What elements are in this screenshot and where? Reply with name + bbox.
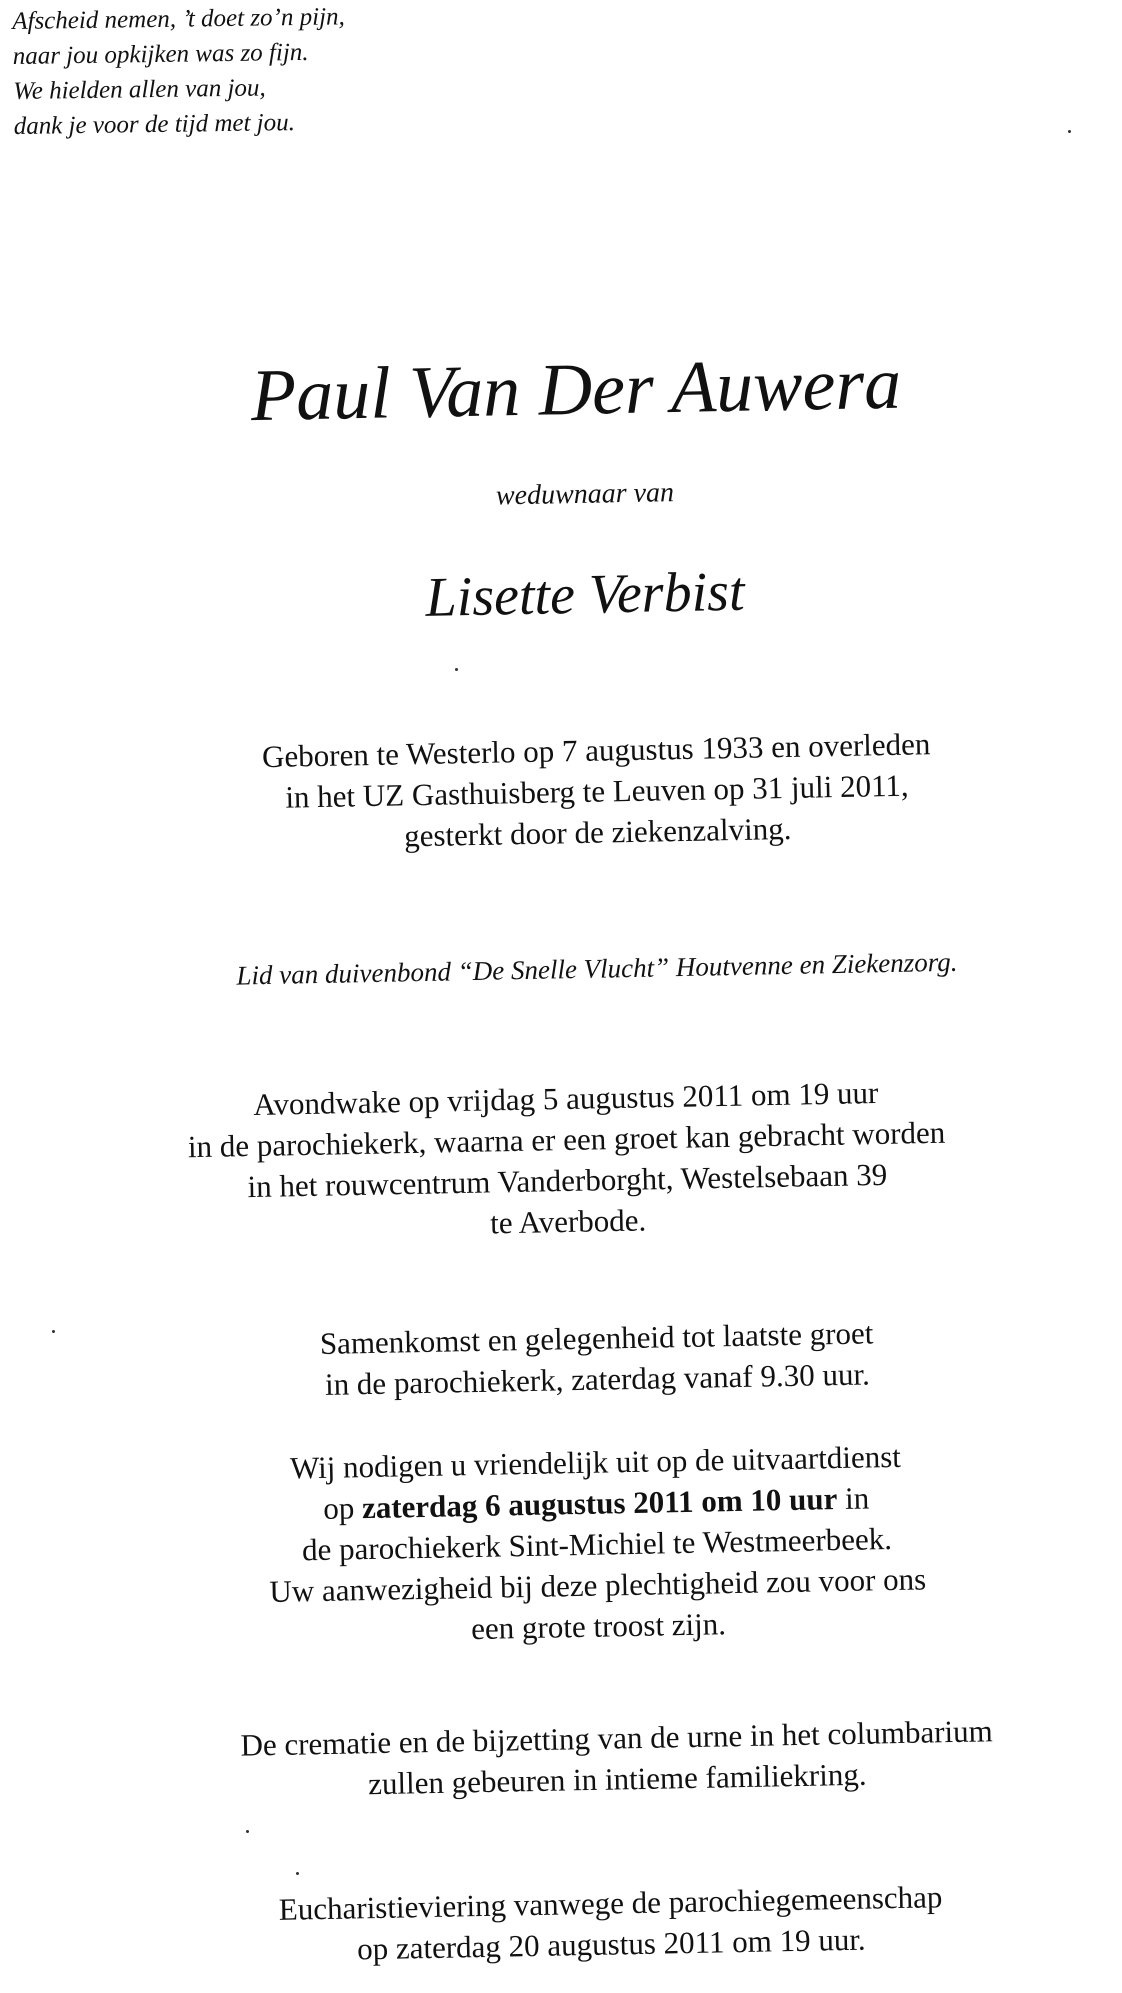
membership-line: Lid van duivenbond “De Snelle Vlucht” Houtvenne en Ziekenzorg. — [236, 946, 958, 991]
paragraph-line: zullen gebeuren in intieme familiekring. — [367, 1756, 867, 1802]
scan-speck — [296, 1872, 299, 1875]
scan-speck — [246, 1830, 249, 1833]
gathering-paragraph — [0, 1307, 1122, 1411]
paragraph-line: Geboren te Westerlo op 7 augustus 1933 en overleden — [261, 726, 931, 775]
poem-line: dank je voor de tijd met jou. — [13, 109, 296, 140]
paragraph-line: Avondwake op vrijdag 5 augustus 2011 om 19 uur — [252, 1074, 879, 1122]
cremation-paragraph — [0, 1707, 1122, 1812]
paragraph-line: in de parochiekerk, zaterdag vanaf 9.30 uur. — [324, 1356, 871, 1402]
funeral-date-time: zaterdag 6 augustus 2011 om 10 uur — [361, 1481, 838, 1526]
paragraph-line: Eucharistieviering vanwege de parochiegemeenschap — [278, 1879, 943, 1927]
poem-line: Afscheid nemen, ’t doet zo’n pijn, — [12, 3, 345, 35]
paragraph-line: Uw aanwezigheid bij deze plechtigheid zou voor ons — [269, 1561, 927, 1609]
paragraph-line: De crematie en de bijzetting van de urne in het columbarium — [240, 1713, 994, 1763]
paragraph-line: op zaterdag 20 augustus 2011 om 19 uur. — [356, 1921, 866, 1967]
paragraph-line: Wij nodigen u vriendelijk uit op de uitvaartdienst — [289, 1438, 902, 1486]
wake-paragraph — [0, 1067, 1122, 1253]
scan-speck — [52, 1330, 55, 1333]
invitation-paragraph — [0, 1431, 1122, 1658]
eucharist-paragraph — [0, 1872, 1122, 1976]
paragraph-line: de parochiekerk Sint-Michiel te Westmeerbeek. — [301, 1520, 893, 1568]
paragraph-line: te Averbode. — [489, 1202, 647, 1241]
paragraph-line: in het UZ Gasthuisberg te Leuven op 31 juli 2011, — [285, 767, 909, 815]
poem-line: We hielden allen van jou, — [13, 74, 266, 105]
paragraph-line: in het rouwcentrum Vanderborght, Westelsebaan 39 — [247, 1156, 888, 1205]
scan-speck — [1068, 130, 1071, 133]
paragraph-line: gesterkt door de ziekenzalving. — [403, 810, 792, 854]
poem — [12, 0, 347, 144]
invitation-prefix: op — [322, 1490, 363, 1526]
scan-speck — [455, 668, 458, 671]
invitation-suffix: in — [836, 1480, 870, 1517]
paragraph-line: een grote troost zijn. — [470, 1606, 727, 1647]
paragraph-line: in de parochiekerk, waarna er een groet kan gebracht worden — [187, 1114, 946, 1165]
deceased-name: Paul Van Der Auwera — [250, 342, 902, 438]
birth-death-paragraph — [0, 719, 1122, 864]
poem-line: naar jou opkijken was zo fijn. — [12, 38, 309, 70]
paragraph-line: Samenkomst en gelegenheid tot laatste groet — [319, 1315, 874, 1361]
spouse-name: Lisette Verbist — [424, 560, 746, 629]
widower-label: weduwnaar van — [495, 477, 675, 512]
